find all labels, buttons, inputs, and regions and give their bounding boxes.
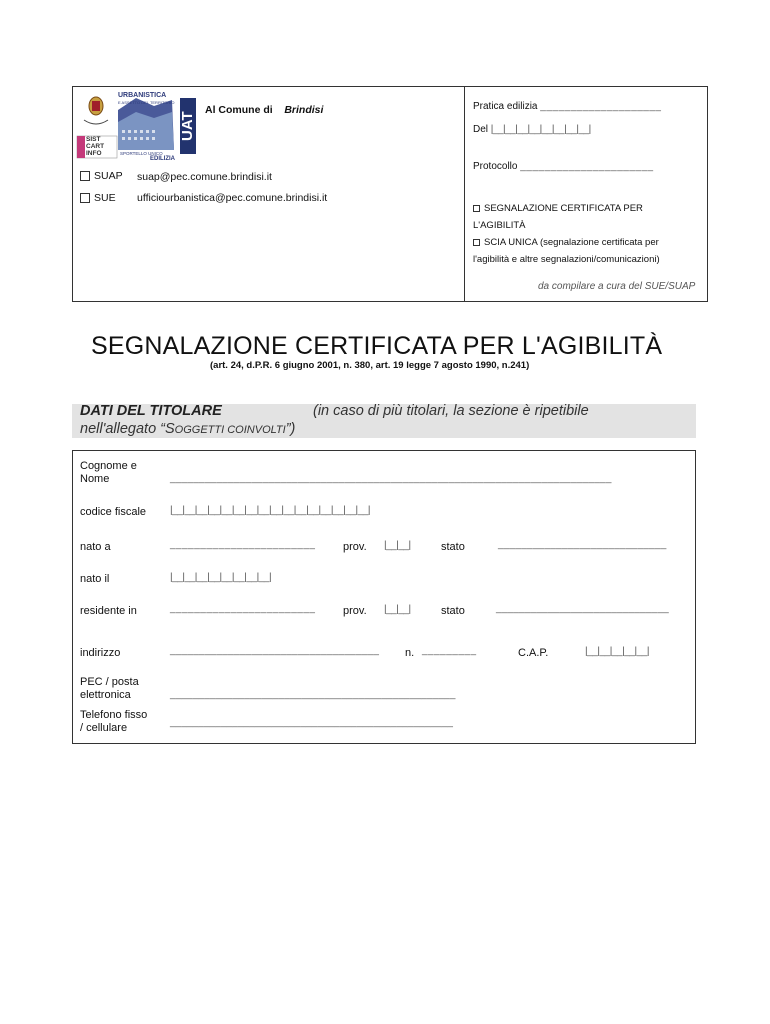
header-divider bbox=[464, 86, 465, 302]
residente-label: residente in bbox=[80, 605, 137, 617]
option1-text-b: L'AGIBILITÀ bbox=[473, 220, 526, 231]
prov2-field[interactable]: |__|__| bbox=[384, 604, 411, 615]
logo-cart: CART bbox=[86, 143, 105, 150]
suap-row bbox=[80, 170, 123, 182]
option1-text-a: SEGNALAZIONE CERTIFICATA PER bbox=[484, 203, 643, 214]
page-title: SEGNALAZIONE CERTIFICATA PER L'AGIBILITÀ bbox=[91, 332, 663, 360]
codice-fiscale-label: codice fiscale bbox=[80, 506, 147, 518]
municipality-logo bbox=[76, 92, 198, 162]
del-row bbox=[473, 124, 591, 135]
civico-label: n. bbox=[405, 647, 415, 659]
protocollo-row bbox=[473, 161, 654, 172]
option2-text-b: l'agibilità e altre segnalazioni/comunicazioni) bbox=[473, 254, 660, 265]
section-note-a: (in caso di più titolari, la sezione è ripetibile bbox=[313, 403, 589, 419]
suap-label: SUAP bbox=[94, 170, 123, 182]
logo-sportello: SPORTELLO UNICO bbox=[120, 151, 163, 156]
cap-label: C.A.P. bbox=[518, 647, 549, 659]
indirizzo-field[interactable]: ____________________________________ bbox=[170, 645, 380, 656]
addressee-city: Brindisi bbox=[284, 104, 324, 116]
del-date-field[interactable]: |__|__|__|__|__|__|__|__| bbox=[490, 124, 591, 135]
telefono-field[interactable]: __________________________________________________ bbox=[170, 717, 454, 728]
page-subtitle: (art. 24, d.P.R. 6 giugno 2001, n. 380, art. 19 legge 7 agosto 1990, n.241) bbox=[210, 360, 530, 371]
suap-email: suap@pec.comune.brindisi.it bbox=[137, 171, 272, 183]
pec-label-a: PEC / posta bbox=[80, 676, 139, 688]
telefono-label-b: / cellulare bbox=[80, 722, 128, 734]
suap-checkbox[interactable] bbox=[80, 171, 90, 181]
prov-label: prov. bbox=[343, 541, 367, 553]
logo-edilizia: EDILIZIA bbox=[150, 156, 175, 162]
logo-info: INFO bbox=[86, 150, 102, 157]
nato-il-label: nato il bbox=[80, 573, 110, 585]
logo-urbanistica: URBANISTICA bbox=[118, 92, 167, 99]
sue-checkbox[interactable] bbox=[80, 193, 90, 203]
prov2-label: prov. bbox=[343, 605, 367, 617]
codice-fiscale-field[interactable]: |__|__|__|__|__|__|__|__|__|__|__|__|__|__|__|__| bbox=[170, 505, 371, 516]
sue-row bbox=[80, 192, 116, 204]
stato-field[interactable]: _____________________________ bbox=[498, 539, 667, 550]
cognome-label-b: Nome bbox=[80, 473, 110, 485]
option2-checkbox[interactable] bbox=[473, 239, 480, 246]
logo-sist: SIST bbox=[86, 136, 101, 143]
pratica-row bbox=[473, 101, 662, 112]
section-note-b1: nell'allegato “S bbox=[80, 421, 175, 437]
addressee bbox=[205, 104, 323, 116]
section-note-b3: ”) bbox=[285, 421, 296, 437]
cognome-label bbox=[80, 460, 137, 486]
addressee-prefix: Al Comune di bbox=[205, 104, 273, 116]
nato-a-label: nato a bbox=[80, 541, 111, 553]
cognome-label-a: Cognome e bbox=[80, 460, 137, 472]
nato-a-field[interactable]: ________________________ bbox=[170, 539, 316, 550]
section-heading: DATI DEL TITOLARE bbox=[80, 403, 222, 419]
cap-field[interactable]: |__|__|__|__|__| bbox=[585, 646, 650, 657]
option-scia-agibilita bbox=[473, 200, 660, 268]
sue-email: ufficiourbanistica@pec.comune.brindisi.it bbox=[137, 192, 328, 204]
del-label: Del bbox=[473, 124, 489, 135]
section-note-b bbox=[80, 421, 295, 437]
office-note: da compilare a cura del SUE/SUAP bbox=[538, 281, 696, 292]
sue-label: SUE bbox=[94, 192, 116, 204]
stato2-label: stato bbox=[441, 605, 465, 617]
cognome-field[interactable]: ____________________________________________________________________________ bbox=[170, 473, 612, 484]
telefono-label-a: Telefono fisso bbox=[80, 709, 148, 721]
telefono-label bbox=[80, 709, 147, 735]
protocollo-field[interactable]: ______________________ bbox=[520, 161, 654, 172]
indirizzo-label: indirizzo bbox=[80, 647, 121, 659]
stato2-field[interactable]: ______________________________ bbox=[496, 603, 669, 614]
civico-field[interactable]: _________ bbox=[422, 645, 477, 656]
residente-field[interactable]: ________________________ bbox=[170, 603, 316, 614]
stato-label: stato bbox=[441, 541, 465, 553]
pec-field[interactable]: __________________________________________________ bbox=[170, 689, 456, 700]
section-note-b2: OGGETTI COINVOLTI bbox=[174, 424, 286, 436]
logo-assetto: E ASSETTO DEL TERRITORIO bbox=[118, 100, 175, 105]
pec-label bbox=[80, 676, 139, 702]
pec-label-b: elettronica bbox=[80, 689, 131, 701]
prov-field[interactable]: |__|__| bbox=[384, 540, 411, 551]
pratica-label: Pratica edilizia bbox=[473, 101, 538, 112]
protocollo-label: Protocollo bbox=[473, 161, 518, 172]
nato-il-field[interactable]: |__|__|__|__|__|__|__|__| bbox=[170, 572, 272, 583]
option2-text-a: SCIA UNICA (segnalazione certificata per bbox=[484, 237, 659, 248]
pratica-field[interactable]: ____________________ bbox=[540, 101, 662, 112]
logo-uat: UAT bbox=[180, 98, 196, 154]
option1-checkbox[interactable] bbox=[473, 205, 480, 212]
